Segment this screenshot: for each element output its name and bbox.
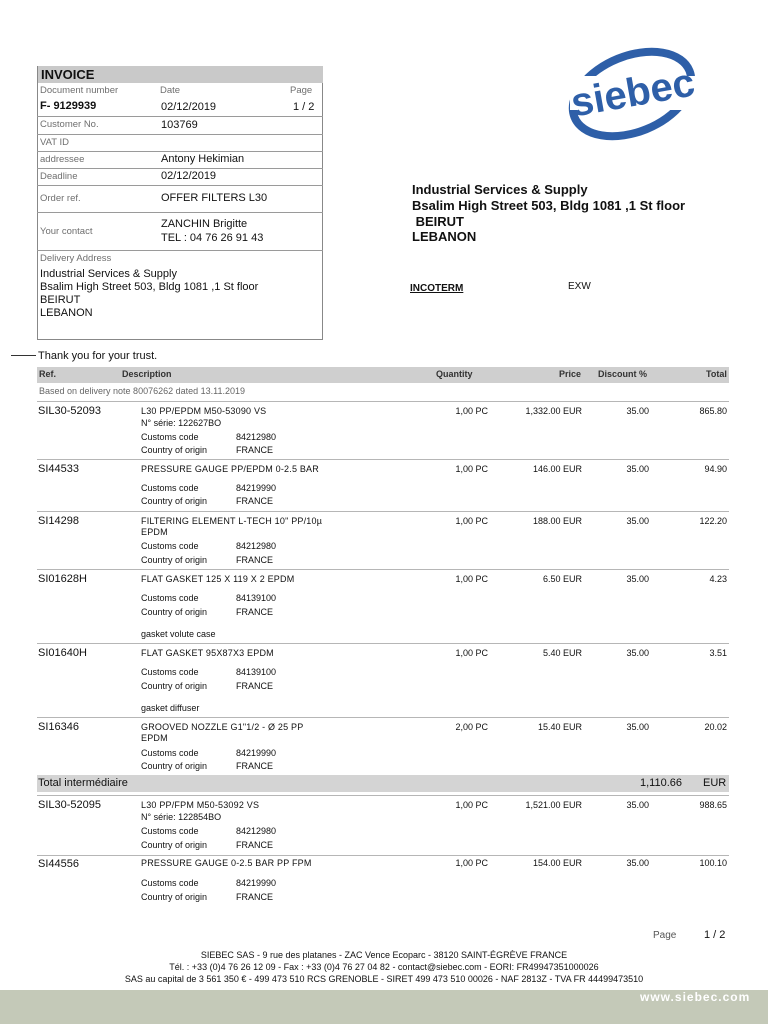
item-qty: 1,00 PC — [455, 800, 488, 810]
footer-legal: SAS au capital de 3 561 350 € - 499 473 510 RCS GRENOBLE - SIRET 499 473 510 00026 - NAF 2813Z - TVA FR 44499473510 — [124, 974, 644, 984]
item-desc: FLAT GASKET 125 X 119 X 2 EPDM — [141, 574, 295, 584]
row-divider — [37, 795, 729, 796]
customs-code: 84212980 — [236, 432, 277, 442]
origin-value: FRANCE — [236, 496, 274, 506]
item-note: gasket diffuser — [141, 703, 200, 713]
item-serial: N° série: 122627BO — [141, 418, 222, 428]
logo-text: siebec — [567, 60, 698, 126]
origin-value: FRANCE — [236, 761, 274, 771]
header-divider — [37, 185, 323, 186]
col-total: Total — [706, 369, 727, 379]
recipient-line: Bsalim High Street 503, Bldg 1081 ,1 St floor — [412, 198, 686, 213]
item-price: 5.40 EUR — [542, 648, 582, 658]
customs-code: 84212980 — [236, 826, 277, 836]
customs-label: Customs code — [141, 593, 199, 603]
incoterm-label: INCOTERM — [410, 283, 464, 294]
header-divider — [37, 134, 323, 135]
customs-code: 84219990 — [236, 483, 277, 493]
origin-label: Country of origin — [141, 840, 208, 850]
header-divider — [37, 116, 323, 117]
invoice-title: INVOICE — [38, 66, 323, 83]
item-total: 94.90 — [704, 464, 727, 474]
col-description: Description — [122, 369, 172, 379]
customs-code: 84219990 — [236, 748, 277, 758]
delivery-note: Based on delivery note 80076262 dated 13.11.2019 — [39, 386, 246, 396]
item-price: 154.00 EUR — [532, 858, 582, 868]
doc-number: F- 9129939 — [40, 100, 97, 112]
recipient-line: LEBANON — [412, 229, 477, 244]
item-price: 1,332.00 EUR — [525, 406, 582, 416]
item-qty: 1,00 PC — [455, 858, 488, 868]
item-desc-cont: EPDM — [141, 733, 168, 743]
customs-code: 84219990 — [236, 878, 277, 888]
origin-value: FRANCE — [236, 445, 274, 455]
item-price: 1,521.00 EUR — [525, 800, 582, 810]
header-divider — [37, 168, 323, 169]
item-desc: GROOVED NOZZLE G1"1/2 - Ø 25 PP — [141, 722, 304, 732]
thanks-text: Thank you for your trust. — [38, 350, 158, 362]
subtotal-value: 1,110.66 — [639, 777, 682, 789]
siebec-logo — [560, 36, 706, 148]
item-qty: 1,00 PC — [455, 516, 488, 526]
subtotal-currency: EUR — [703, 777, 727, 789]
origin-label: Country of origin — [141, 496, 208, 506]
customer-no: 103769 — [161, 119, 198, 131]
page-footer-label: Page — [653, 930, 677, 941]
item-price: 15.40 EUR — [537, 722, 582, 732]
col-discount: Discount % — [598, 369, 648, 379]
footer-website[interactable]: www.siebec.com — [640, 990, 751, 1004]
col-quantity: Quantity — [436, 369, 473, 379]
item-qty: 1,00 PC — [455, 574, 488, 584]
item-price: 146.00 EUR — [532, 464, 582, 474]
item-desc-cont: EPDM — [141, 527, 168, 537]
item-discount: 35.00 — [626, 516, 649, 526]
item-desc: PRESSURE GAUGE PP/EPDM 0-2.5 BAR — [141, 464, 319, 474]
item-ref: SI16346 — [38, 721, 79, 733]
thanks-rule — [11, 355, 36, 356]
delivery-label: Delivery Address — [40, 253, 112, 264]
row-divider — [37, 511, 729, 512]
customs-label: Customs code — [141, 483, 199, 493]
item-discount: 35.00 — [626, 722, 649, 732]
footer-contact: Tél. : +33 (0)4 76 26 12 09 - Fax : +33 (0)4 76 27 04 82 - contact@siebec.com - EORI: FR49947351000026 — [169, 962, 599, 972]
customs-code: 84139100 — [236, 593, 277, 603]
customs-code: 84212980 — [236, 541, 277, 551]
header-divider — [37, 250, 323, 251]
customs-label: Customs code — [141, 541, 199, 551]
item-total: 988.65 — [699, 800, 727, 810]
item-price: 188.00 EUR — [532, 516, 582, 526]
item-ref: SI14298 — [38, 515, 79, 527]
item-qty: 2,00 PC — [455, 722, 488, 732]
origin-label: Country of origin — [141, 445, 208, 455]
customer-no-label: Customer No. — [40, 119, 99, 130]
customs-label: Customs code — [141, 667, 199, 677]
vat-label: VAT ID — [40, 137, 70, 148]
recipient-line: BEIRUT — [412, 214, 464, 229]
invoice-page: 1 / 2 — [293, 101, 315, 113]
item-desc: PRESSURE GAUGE 0-2.5 BAR PP FPM — [141, 858, 312, 868]
item-desc: L30 PP/EPDM M50-53090 VS — [141, 406, 267, 416]
item-ref: SI01628H — [38, 573, 87, 585]
addressee: Antony Hekimian — [161, 153, 245, 165]
delivery-line: BEIRUT — [40, 294, 81, 306]
item-total: 100.10 — [699, 858, 727, 868]
date-label: Date — [160, 85, 181, 96]
origin-label: Country of origin — [141, 555, 208, 565]
incoterm-value: EXW — [568, 281, 591, 292]
item-qty: 1,00 PC — [455, 464, 488, 474]
item-total: 20.02 — [704, 722, 727, 732]
customs-label: Customs code — [141, 748, 199, 758]
origin-value: FRANCE — [236, 681, 274, 691]
recipient-line: Industrial Services & Supply — [412, 182, 588, 197]
contact-tel: TEL : 04 76 26 91 43 — [161, 232, 264, 244]
row-divider — [37, 643, 729, 644]
item-discount: 35.00 — [626, 800, 649, 810]
page-label: Page — [290, 85, 313, 96]
item-price: 6.50 EUR — [542, 574, 582, 584]
item-total: 3.51 — [709, 648, 727, 658]
origin-label: Country of origin — [141, 761, 208, 771]
item-discount: 35.00 — [626, 574, 649, 584]
item-discount: 35.00 — [626, 858, 649, 868]
origin-value: FRANCE — [236, 892, 274, 902]
item-desc: L30 PP/FPM M50-53092 VS — [141, 800, 260, 810]
deadline-label: Deadline — [40, 171, 78, 182]
item-ref: SIL30-52095 — [38, 799, 101, 811]
customs-code: 84139100 — [236, 667, 277, 677]
delivery-line: Bsalim High Street 503, Bldg 1081 ,1 St floor — [40, 281, 259, 293]
item-total: 4.23 — [709, 574, 727, 584]
item-qty: 1,00 PC — [455, 406, 488, 416]
addressee-label: addressee — [40, 154, 85, 165]
row-divider — [37, 401, 729, 402]
customs-label: Customs code — [141, 826, 199, 836]
item-ref: SI44533 — [38, 463, 79, 475]
subtotal-label: Total intermédiaire — [38, 777, 128, 789]
origin-label: Country of origin — [141, 681, 208, 691]
item-note: gasket volute case — [141, 629, 216, 639]
origin-value: FRANCE — [236, 840, 274, 850]
header-divider — [37, 151, 323, 152]
item-serial: N° série: 122854BO — [141, 812, 222, 822]
row-divider — [37, 855, 729, 856]
order-ref: OFFER FILTERS L30 — [161, 192, 268, 204]
footer-address: SIEBEC SAS - 9 rue des platanes - ZAC Vence Ecoparc - 38120 SAINT-ÉGRÈVE FRANCE — [200, 950, 568, 960]
page-footer-value: 1 / 2 — [704, 929, 726, 941]
deadline: 02/12/2019 — [161, 170, 217, 182]
header-divider — [37, 212, 323, 213]
item-desc: FILTERING ELEMENT L-TECH 10" PP/10µ — [141, 516, 323, 526]
col-ref: Ref. — [39, 369, 57, 379]
order-ref-label: Order ref. — [40, 193, 81, 204]
origin-value: FRANCE — [236, 555, 274, 565]
item-ref: SI44556 — [38, 858, 79, 870]
row-divider — [37, 459, 729, 460]
item-discount: 35.00 — [626, 406, 649, 416]
invoice-date: 02/12/2019 — [161, 101, 217, 113]
contact-label: Your contact — [40, 226, 93, 237]
customs-label: Customs code — [141, 878, 199, 888]
row-divider — [37, 717, 729, 718]
origin-label: Country of origin — [141, 892, 208, 902]
customs-label: Customs code — [141, 432, 199, 442]
origin-label: Country of origin — [141, 607, 208, 617]
doc-number-label: Document number — [40, 85, 119, 96]
delivery-line: LEBANON — [40, 307, 93, 319]
col-price: Price — [559, 369, 582, 379]
item-discount: 35.00 — [626, 648, 649, 658]
item-desc: FLAT GASKET 95X87X3 EPDM — [141, 648, 274, 658]
origin-value: FRANCE — [236, 607, 274, 617]
item-qty: 1,00 PC — [455, 648, 488, 658]
item-ref: SI01640H — [38, 647, 87, 659]
item-total: 122.20 — [699, 516, 727, 526]
item-total: 865.80 — [699, 406, 727, 416]
item-discount: 35.00 — [626, 464, 649, 474]
row-divider — [37, 569, 729, 570]
item-ref: SIL30-52093 — [38, 405, 101, 417]
delivery-line: Industrial Services & Supply — [40, 268, 177, 280]
contact-name: ZANCHIN Brigitte — [161, 218, 248, 230]
